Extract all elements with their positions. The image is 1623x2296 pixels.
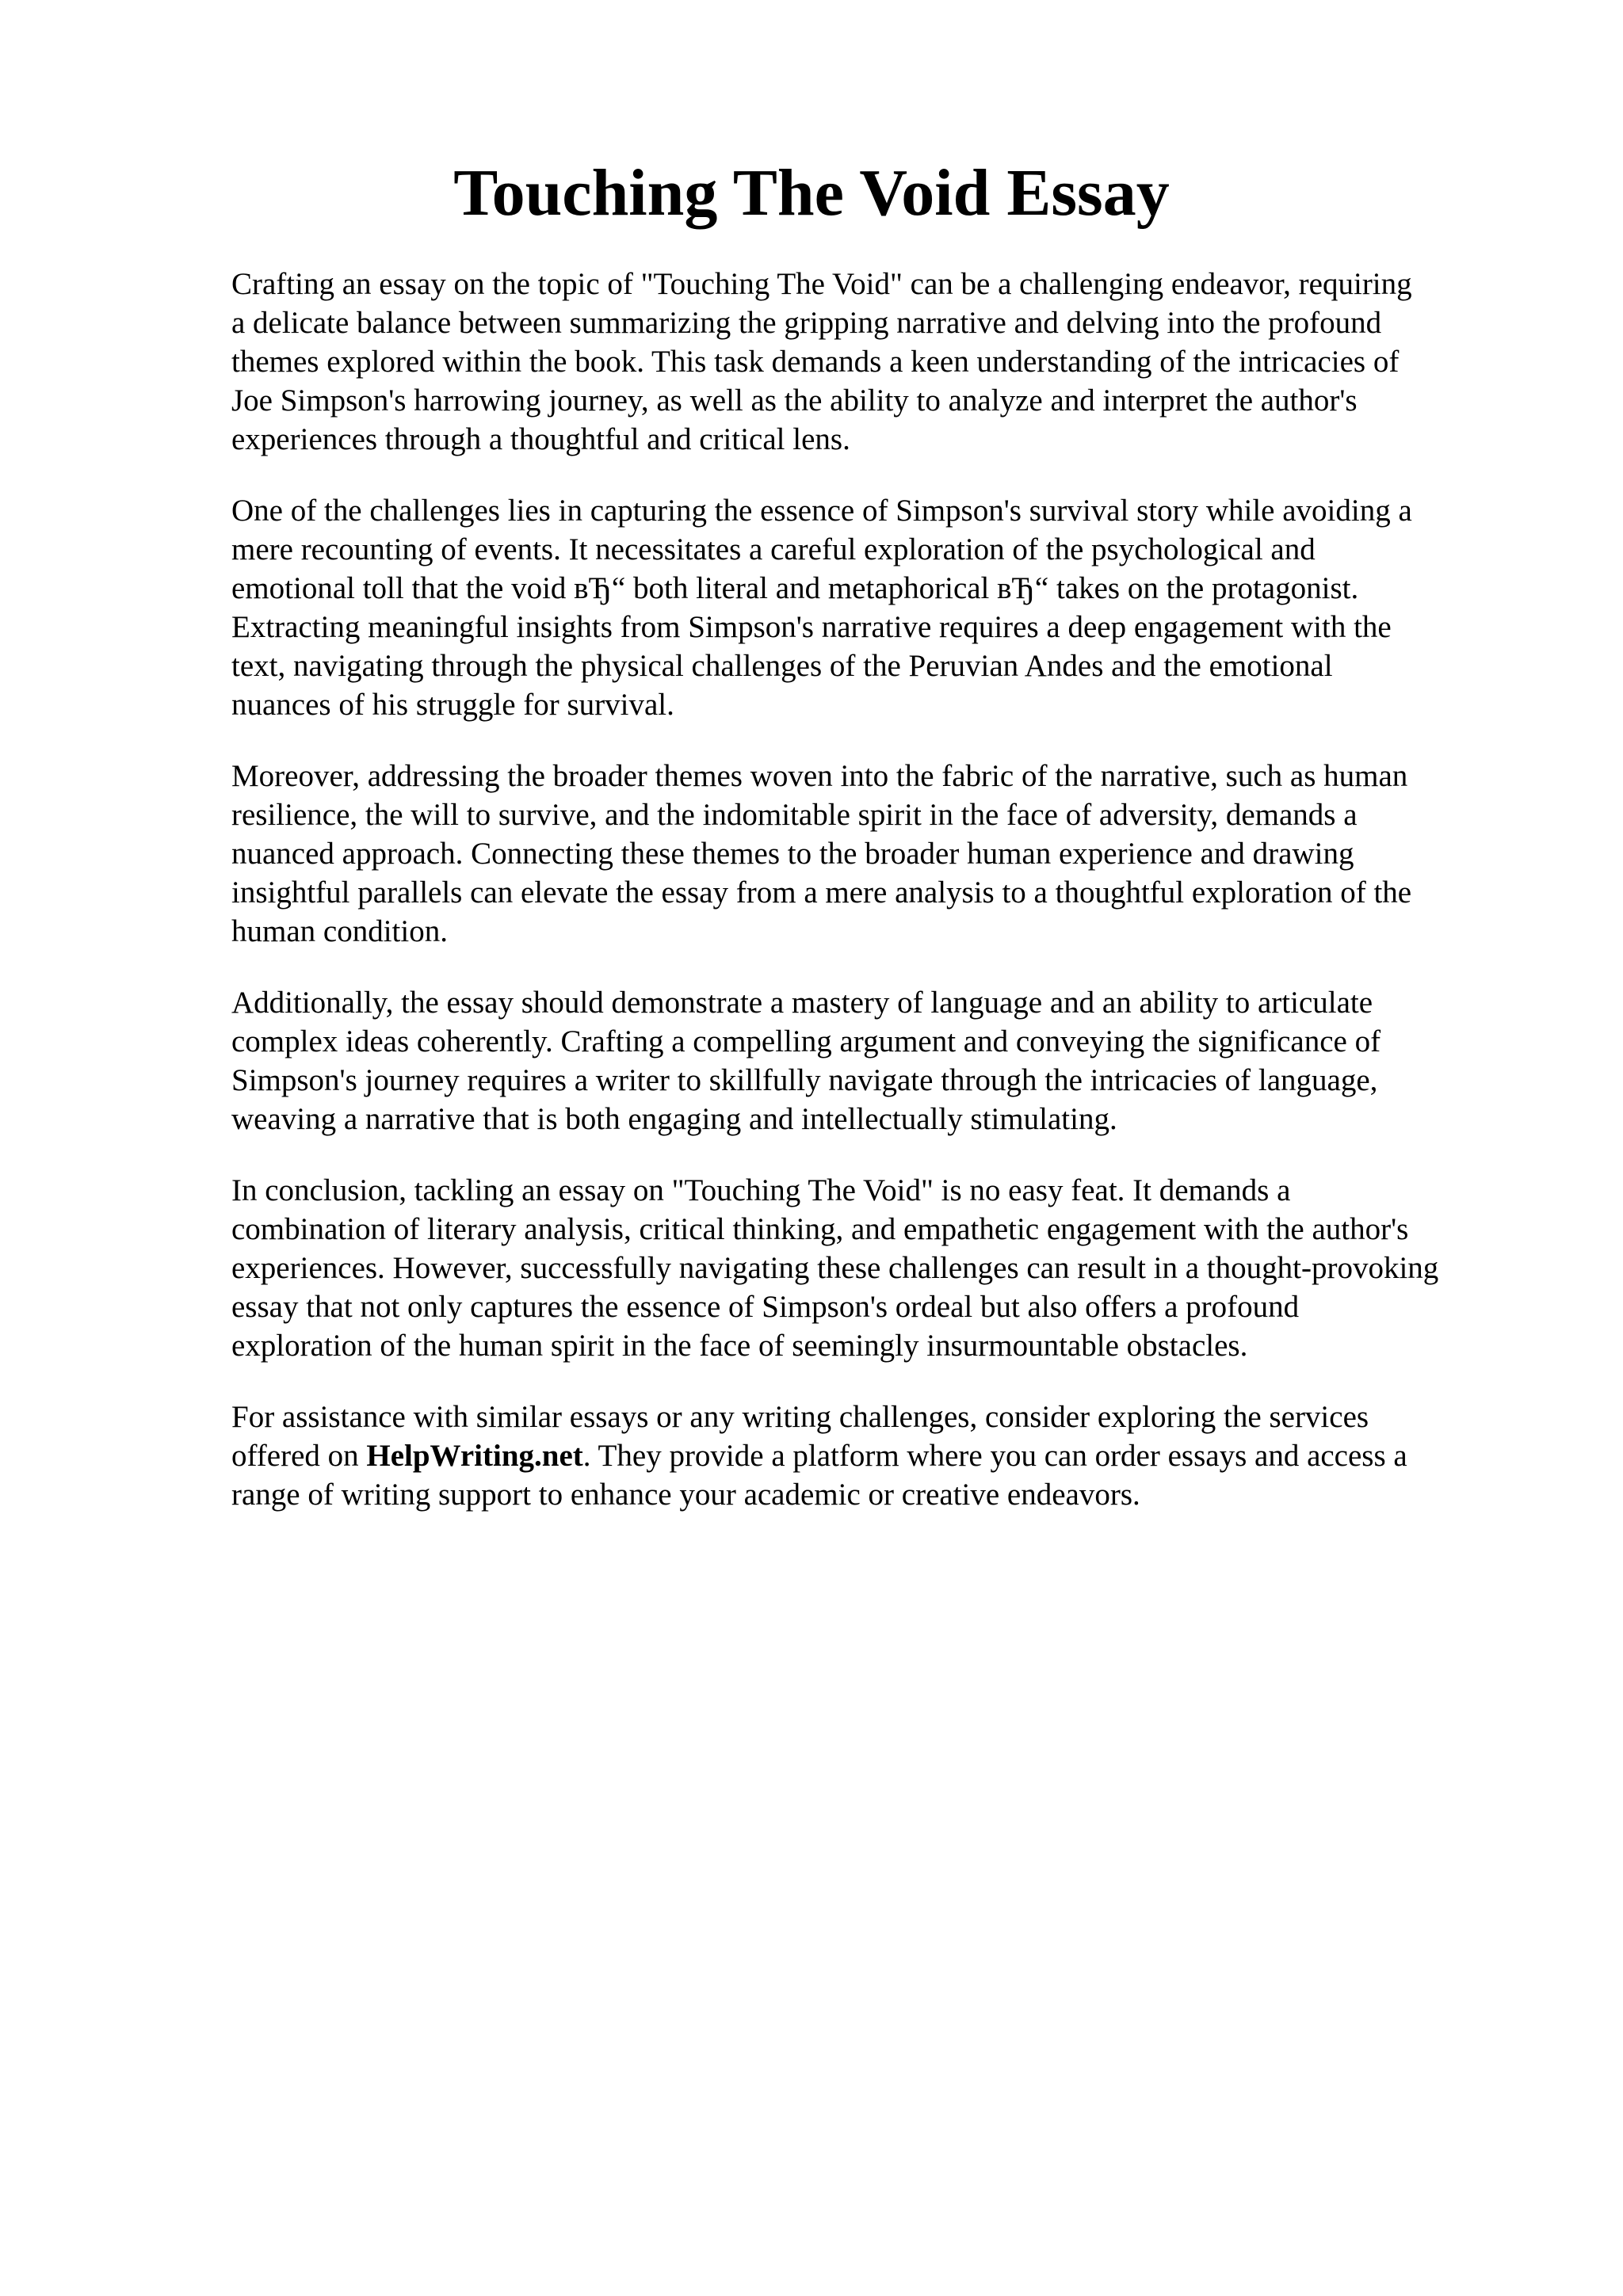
document-body [231,265,1547,1547]
paragraph-line: Additionally, the essay should demonstrate a mastery of language and an ability to articulate [231,986,1373,1020]
paragraph-line: complex ideas coherently. Crafting a compelling argument and conveying the significance of [231,1024,1381,1058]
paragraph-line: exploration of the human spirit in the face of seemingly insurmountable obstacles. [231,1329,1248,1363]
paragraph-5 [231,1171,1547,1365]
paragraph-line: experiences through a thoughtful and critical lens. [231,422,850,456]
closing-text-after-link: . They provide a platform where you can order essays and access a [582,1439,1407,1473]
paragraph-line: mere recounting of events. It necessitates a careful exploration of the psychological and [231,532,1316,566]
paragraph-line: For assistance with similar essays or any writing challenges, consider exploring the services [231,1400,1369,1434]
paragraph-line: Extracting meaningful insights from Simpson's narrative requires a deep engagement with the [231,610,1392,644]
paragraph-line: text, navigating through the physical challenges of the Peruvian Andes and the emotional [231,649,1333,683]
document-title: Touching The Void Essay [453,156,1170,230]
closing-paragraph [231,1398,1547,1514]
paragraph-line: Simpson's journey requires a writer to skillfully navigate through the intricacies of language, [231,1063,1378,1097]
paragraph-3 [231,757,1547,951]
paragraph-line: human condition. [231,914,448,948]
paragraph-line: Crafting an essay on the topic of "Touching The Void" can be a challenging endeavor, requiring [231,267,1412,301]
paragraph-line: a delicate balance between summarizing the gripping narrative and delving into the profound [231,306,1382,340]
paragraph-line: nuances of his struggle for survival. [231,688,674,722]
paragraph-line: One of the challenges lies in capturing the essence of Simpson's survival story while avoiding a [231,494,1412,528]
paragraph-1 [231,265,1547,459]
paragraph-line: range of writing support to enhance your academic or creative endeavors. [231,1478,1140,1512]
paragraph-2 [231,491,1547,724]
paragraph-line: In conclusion, tackling an essay on "Touching The Void" is no easy feat. It demands a [231,1173,1291,1207]
paragraph-line: weaving a narrative that is both engaging and intellectually stimulating. [231,1102,1117,1136]
paragraph-4 [231,983,1547,1138]
paragraph-line: resilience, the will to survive, and the indomitable spirit in the face of adversity, demands a [231,798,1358,832]
paragraph-line: experiences. However, successfully navigating these challenges can result in a thought-provoking [231,1251,1439,1285]
paragraph-line: themes explored within the book. This task demands a keen understanding of the intricacies of [231,345,1400,379]
closing-text-before-link: offered on [231,1439,367,1473]
paragraph-line: insightful parallels can elevate the essay from a mere analysis to a thoughtful exploration of the [231,875,1412,910]
helpwriting-link[interactable]: HelpWriting.net [366,1439,583,1473]
paragraph-line: essay that not only captures the essence of Simpson's ordeal but also offers a profound [231,1290,1300,1324]
paragraph-line [231,1436,1547,1475]
paragraph-line: combination of literary analysis, critical thinking, and empathetic engagement with the author's [231,1212,1409,1246]
paragraph-line: Moreover, addressing the broader themes woven into the fabric of the narrative, such as human [231,759,1408,793]
paragraph-line: nuanced approach. Connecting these themes to the broader human experience and drawing [231,837,1354,871]
paragraph-line: Joe Simpson's harrowing journey, as well as the ability to analyze and interpret the author's [231,383,1358,418]
paragraph-line: emotional toll that the void вЂ“ both literal and metaphorical вЂ“ takes on the protagonist. [231,571,1359,605]
